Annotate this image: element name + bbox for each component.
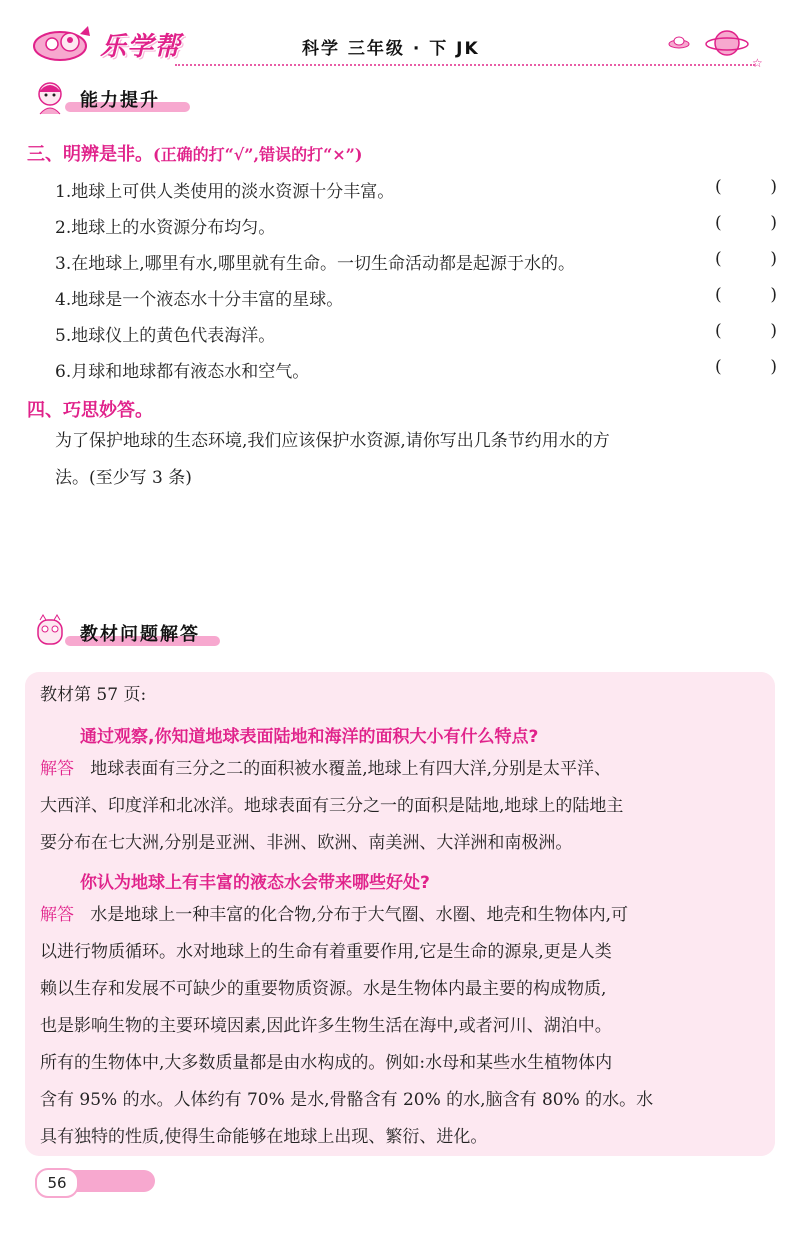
q3-note: (正确的打“√”,错误的打“×”) xyxy=(153,145,363,164)
q3-item-4: 4.地球是一个液态水十分丰富的星球。 xyxy=(55,290,344,310)
section-banner-ability xyxy=(40,86,190,116)
banner-title: 能力提升 xyxy=(80,90,160,111)
answer-2-line-2: 以进行物质循环。水对地球上的生命有着重要作用,它是生命的源泉,更是人类 xyxy=(40,942,612,962)
answer-blank-5[interactable]: ( ) xyxy=(715,321,777,341)
q3-item-6: 6.月球和地球都有液态水和空气。 xyxy=(55,362,310,382)
answer-blank-2[interactable]: ( ) xyxy=(715,213,777,233)
answer-2-line-1: 解答 水是地球上一种丰富的化合物,分布于大气圈、水圈、地壳和生物体内,可 xyxy=(40,905,629,925)
brand-logo-text: 乐学帮 xyxy=(100,32,182,62)
ufo-icon xyxy=(668,34,690,50)
q3-item-1: 1.地球上可供人类使用的淡水资源十分丰富。 xyxy=(55,182,395,202)
q3-item-3: 3.在地球上,哪里有水,哪里就有生命。一切生命活动都是起源于水的。 xyxy=(55,254,576,274)
q4-title: 四、巧思妙答。 xyxy=(27,400,153,421)
answer-1-line-3: 要分布在七大洲,分别是亚洲、非洲、欧洲、南美洲、大洋洲和南极洲。 xyxy=(40,833,573,853)
q3-title: 三、明辨是非。 xyxy=(27,144,153,165)
q4-prompt-line-1: 为了保护地球的生态环境,我们应该保护水资源,请你写出几条节约用水的方 xyxy=(55,431,610,451)
answer-2-line-7: 具有独特的性质,使得生命能够在地球上出现、繁衍、进化。 xyxy=(40,1127,488,1147)
q4-prompt-line-2: 法。(至少写 3 条) xyxy=(55,468,192,488)
star-icon: ☆ xyxy=(752,56,763,70)
q3-title-row xyxy=(27,140,362,166)
owl-mascot-icon xyxy=(34,614,66,648)
answer-2-line-5: 所有的生物体中,大多数质量都是由水构成的。例如:水母和某些水生植物体内 xyxy=(40,1053,613,1073)
answer-blank-6[interactable]: ( ) xyxy=(715,357,777,377)
page-number: 56 xyxy=(35,1168,79,1198)
textbook-question-2: 你认为地球上有丰富的液态水会带来哪些好处? xyxy=(80,873,430,893)
answer-2-line-6: 含有 95% 的水。人体约有 70% 是水,骨骼含有 20% 的水,脑含有 80% 的水。水 xyxy=(40,1090,654,1110)
header-mascot xyxy=(30,20,94,64)
girl-avatar-icon xyxy=(34,80,66,116)
page-reference: 教材第 57 页: xyxy=(40,685,147,705)
section-banner-textbook xyxy=(40,620,220,650)
banner-title: 教材问题解答 xyxy=(80,624,200,645)
answer-1-line-2: 大西洋、印度洋和北冰洋。地球表面有三分之一的面积是陆地,地球上的陆地主 xyxy=(40,796,624,816)
header-divider xyxy=(175,64,755,67)
answer-2-line-4: 也是影响生物的主要环境因素,因此许多生物生活在海中,或者河川、湖泊中。 xyxy=(40,1016,612,1036)
answer-blank-1[interactable]: ( ) xyxy=(715,177,777,197)
q3-item-5: 5.地球仪上的黄色代表海洋。 xyxy=(55,326,276,346)
answer-label: 解答 xyxy=(40,759,74,779)
subject-title: 科学 三年级 · 下 JK xyxy=(302,39,480,59)
answer-label: 解答 xyxy=(40,905,74,925)
textbook-question-1: 通过观察,你知道地球表面陆地和海洋的面积大小有什么特点? xyxy=(80,727,539,747)
answer-1-line-1: 解答 地球表面有三分之二的面积被水覆盖,地球上有四大洋,分别是太平洋、 xyxy=(40,759,612,779)
q3-item-2: 2.地球上的水资源分布均匀。 xyxy=(55,218,276,238)
answer-2-line-3: 赖以生存和发展不可缺少的重要物质资源。水是生物体内最主要的构成物质, xyxy=(40,979,607,999)
planet-icon xyxy=(705,26,749,60)
answer-blank-3[interactable]: ( ) xyxy=(715,249,777,269)
answer-blank-4[interactable]: ( ) xyxy=(715,285,777,305)
